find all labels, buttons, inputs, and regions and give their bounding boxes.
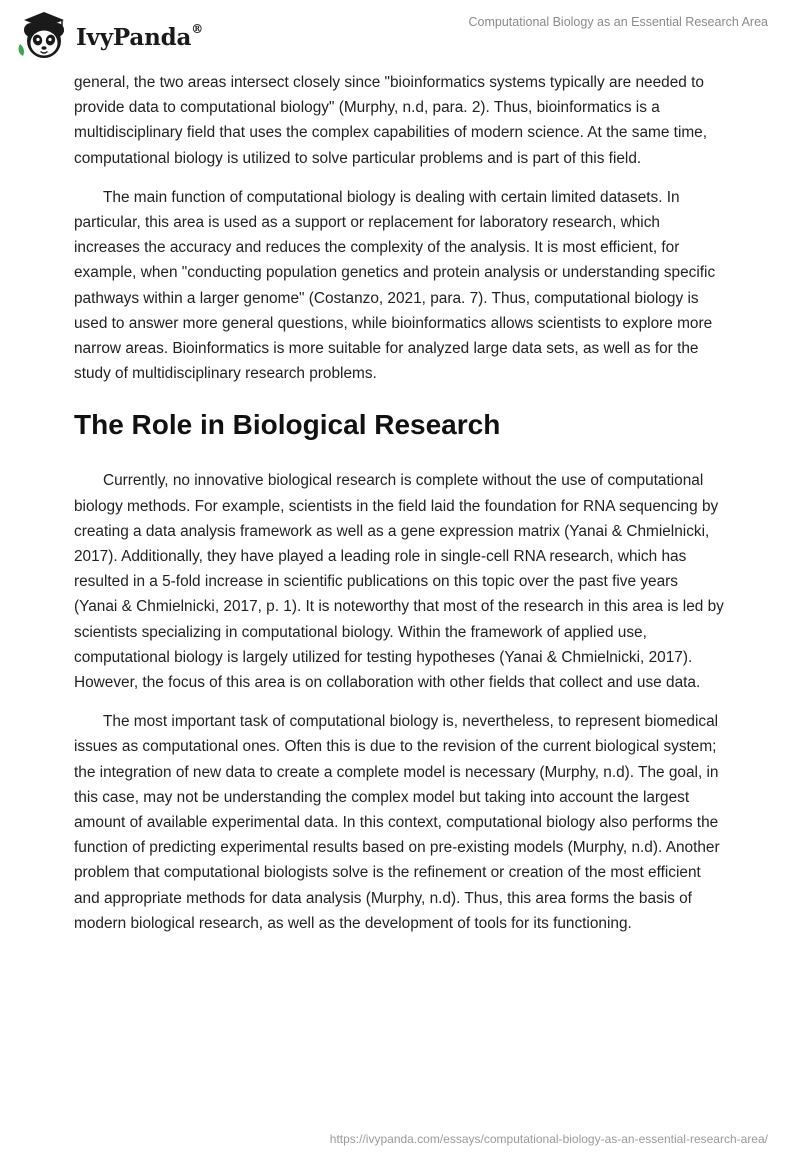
paragraph: The most important task of computational biology is, nevertheless, to represent biomedical issues as computational ones. Often this is due to the revision of the current biological system; the integration of new data to create a complete model is necessary (Murphy, n.d). The goal, in this case, may not be understanding the complex model but taking into account the largest amount of available experimental data. In this context, computational biology also performs the function of predicting experimental results based on pre-existing models (Murphy, n.d). Another problem that computational biologists solve is the refinement or creation of the most efficient and appropriate methods for data analysis (Murphy, n.d). Thus, this area forms the basis of modern biological research, as well as the development of tools for its functioning. (74, 713, 720, 932)
source-url[interactable]: https://ivypanda.com/essays/computational-biology-as-an-essential-research-area/ (329, 1132, 768, 1146)
article-body (74, 70, 724, 950)
document-title: Computational Biology as an Essential Research Area (468, 15, 768, 29)
registered-mark: ® (191, 21, 203, 36)
paragraph: Currently, no innovative biological research is complete without the use of computational biology methods. For example, scientists in the field laid the foundation for RNA sequencing by creating a data analysis framework as well as a gene expression matrix (Yanai & Chmielnicki, 2017). Additionally, they have played a leading role in single-cell RNA research, which has resulted in a 5-fold increase in scientific publications on this topic over the past five years (Yanai & Chmielnicki, 2017, p. 1). It is noteworthy that most of the research in this area is led by scientists specializing in computational biology. Within the framework of applied use, computational biology is largely utilized for testing hypotheses (Yanai & Chmielnicki, 2017). However, the focus of this area is on collaboration with other fields that collect and use data. (74, 472, 724, 692)
paragraph: general, the two areas intersect closely since "bioinformatics systems typically are needed to provide data to computational biology" (Murphy, n.d, para. 2). Thus, bioinformatics is a multidisciplinary field that uses the complex capabilities of modern science. At the same time, computational biology is utilized to solve particular problems and is part of this field. (74, 74, 708, 167)
brand-name: IvyPanda® (76, 21, 203, 51)
panda-graduate-icon (14, 8, 74, 62)
ivypanda-logo[interactable] (14, 8, 203, 62)
page-header (0, 0, 800, 70)
section-heading: The Role in Biological Research (74, 409, 501, 441)
paragraph: The main function of computational biology is dealing with certain limited datasets. In particular, this area is used as a support or replacement for laboratory research, which increases the accuracy and reduces the complexity of the analysis. It is most efficient, for example, when "conducting population genetics and protein analysis or understanding specific pathways within a larger genome" (Costanzo, 2021, para. 7). Thus, computational biology is used to answer more general questions, while bioinformatics allows scientists to explore more narrow areas. Bioinformatics is more suitable for analyzed large data sets, as well as for the study of multidisciplinary research problems. (74, 188, 716, 383)
